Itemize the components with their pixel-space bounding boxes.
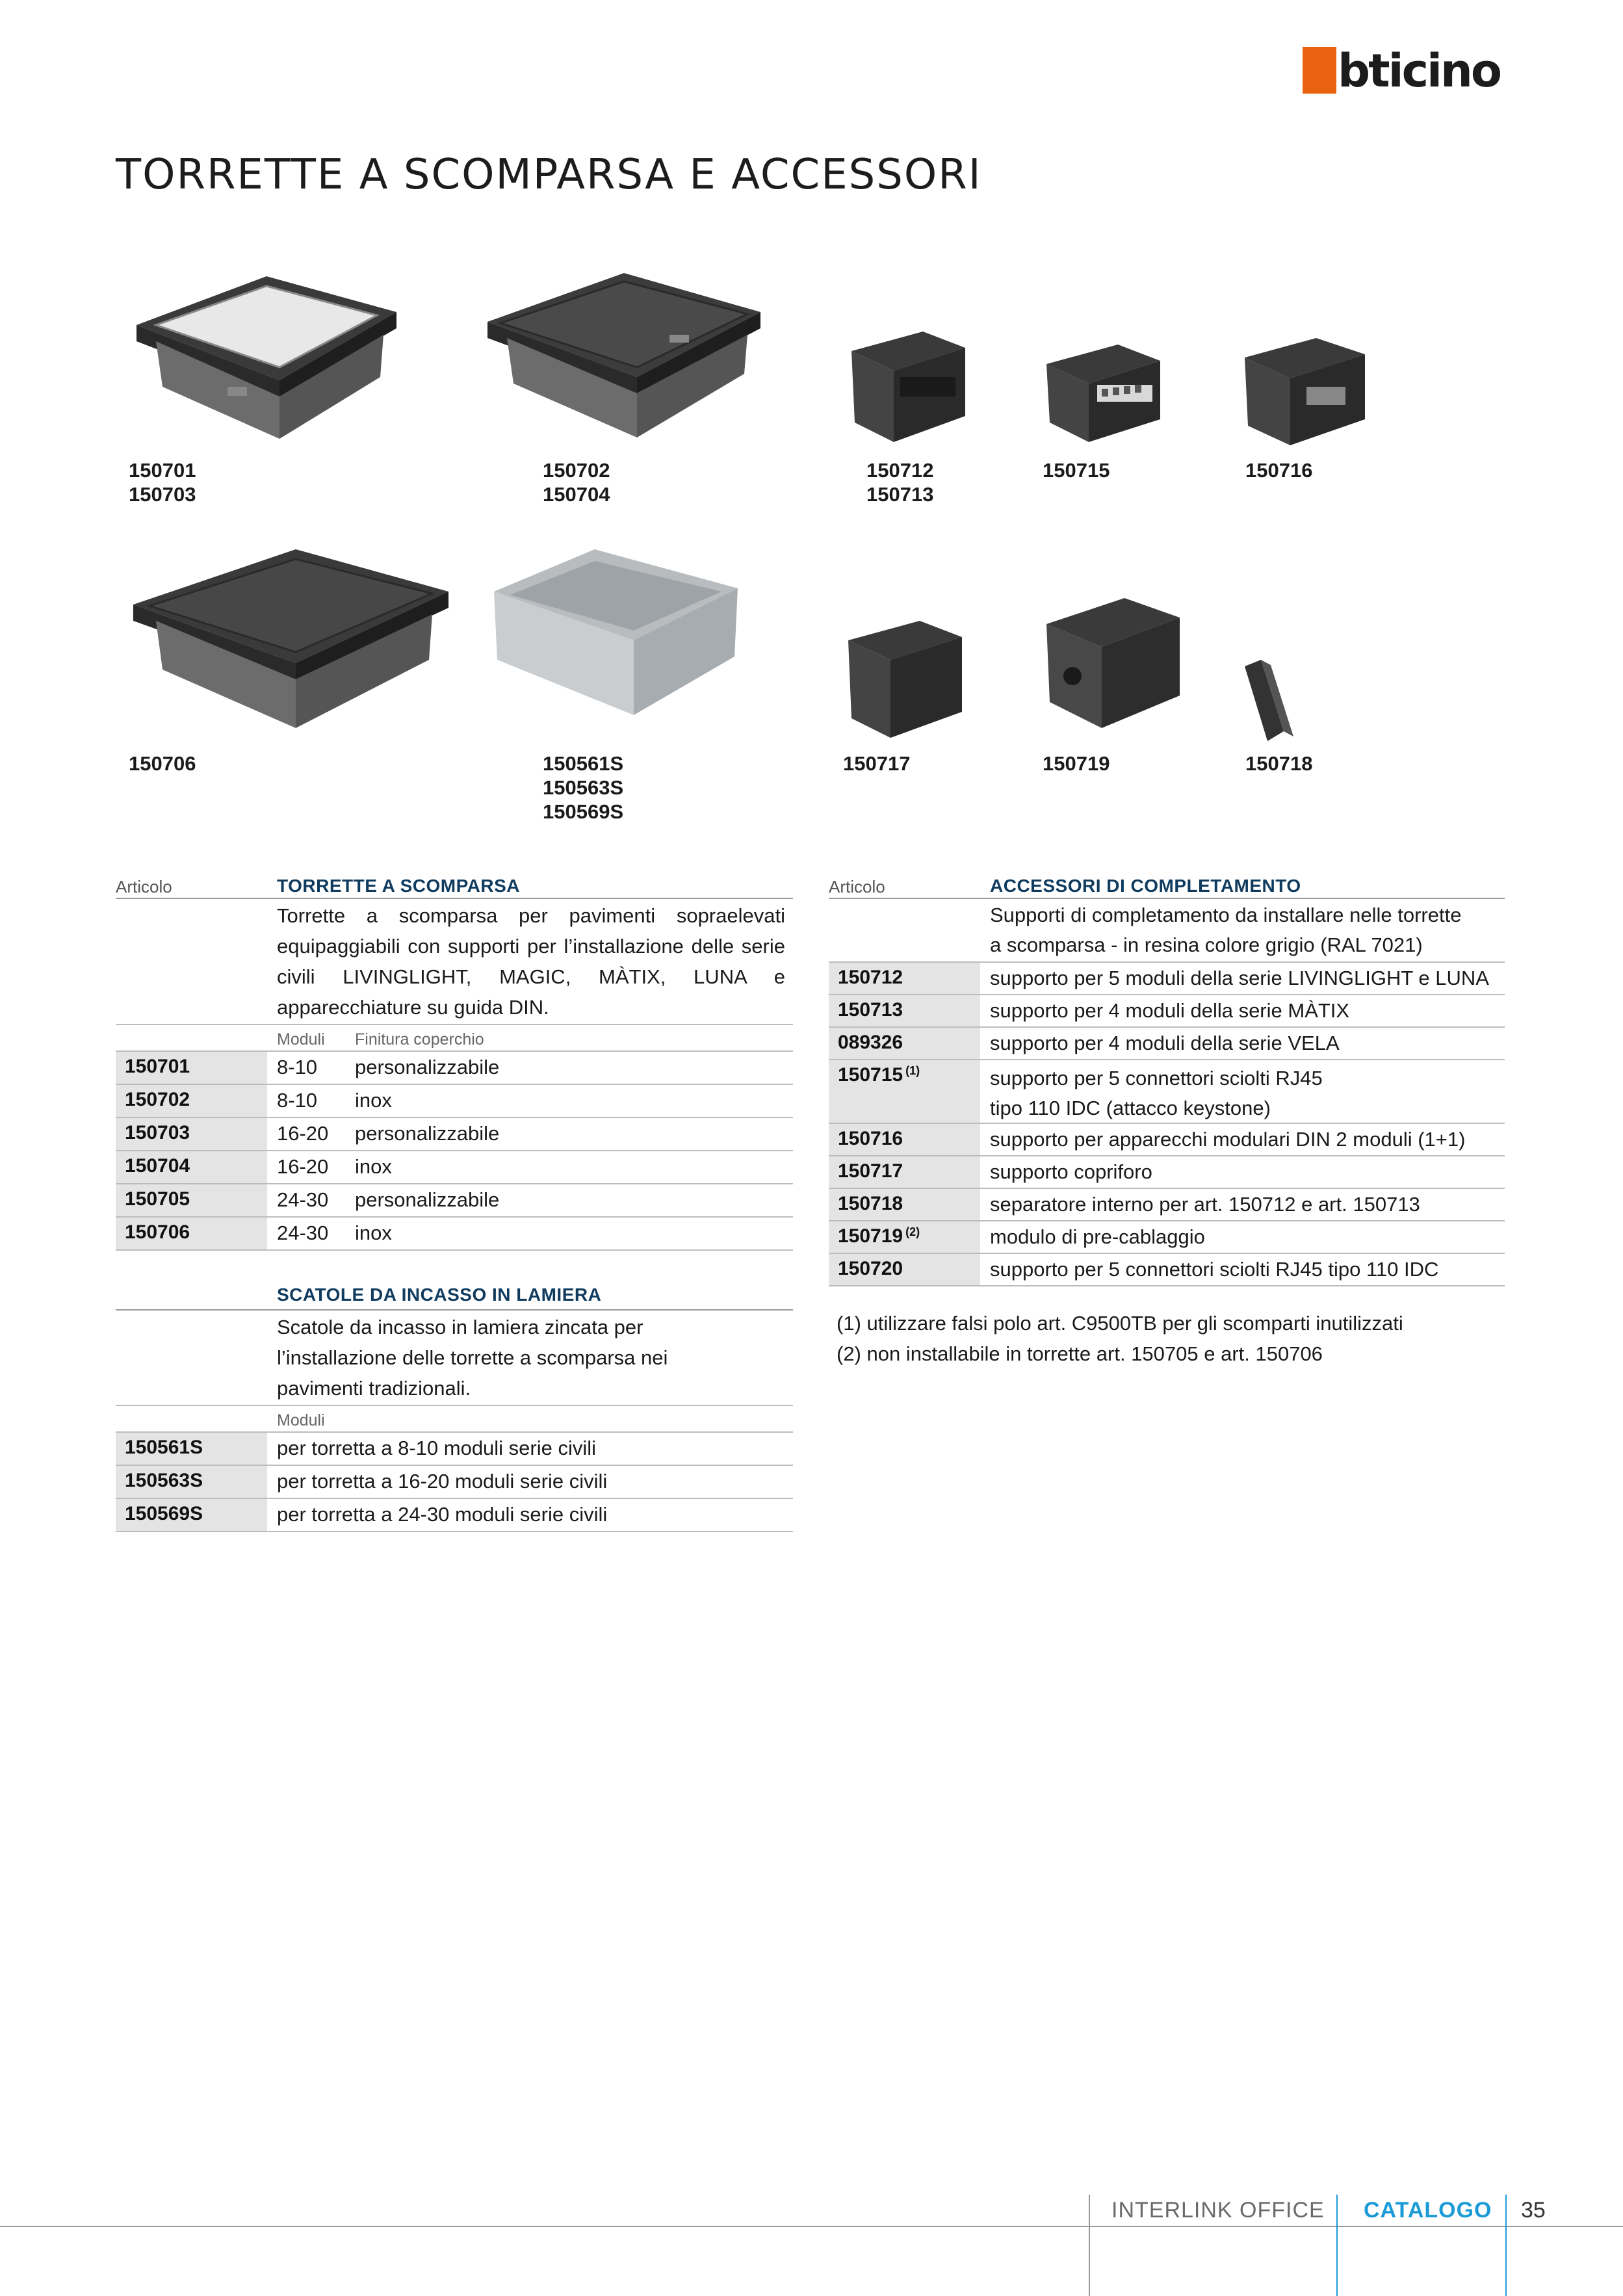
product-code: 150715 xyxy=(1043,459,1110,482)
article-code: 150569S xyxy=(116,1499,267,1531)
moduli-label: Moduli xyxy=(277,1411,325,1429)
description-cell: per torretta a 16-20 moduli serie civili xyxy=(277,1470,608,1493)
footer-divider-accent xyxy=(1336,2195,1338,2296)
table-row xyxy=(116,1218,793,1251)
description-text: Torrette a scomparsa per pavimenti sopraelevati equipaggiabili con supporti per l’installazione delle serie civili LIVINGLIGHT, MAGIC, MÀTIX, LUNA e apparecchiature su guida DIN. xyxy=(277,904,785,1019)
description-text xyxy=(990,899,1505,961)
section-description xyxy=(829,899,1505,963)
product-codes xyxy=(1245,458,1312,482)
product-codes xyxy=(129,458,196,506)
bticino-logo xyxy=(1303,44,1511,98)
article-code: 150701 xyxy=(116,1052,267,1084)
product-metal-box-image xyxy=(484,543,744,718)
description-cell: supporto per apparecchi modulari DIN 2 moduli (1+1) xyxy=(990,1128,1466,1151)
table-row xyxy=(829,1189,1505,1221)
article-code: 150563S xyxy=(116,1466,267,1498)
moduli-cell: 8-10 xyxy=(277,1056,318,1078)
description-cell: supporto per 5 connettori sciolti RJ45 tipo 110 IDC xyxy=(990,1258,1439,1281)
article-code: 150705 xyxy=(116,1184,267,1216)
table-header xyxy=(116,873,793,899)
footer-section: INTERLINK OFFICE xyxy=(1111,2198,1325,2223)
finitura-label: Finitura coperchio xyxy=(355,1030,484,1049)
product-code: 150706 xyxy=(129,752,196,775)
article-code: 150706 xyxy=(116,1218,267,1249)
footnote: (2) non installabile in torrette art. 150705 e art. 150706 xyxy=(837,1342,1323,1365)
footer-catalog: CATALOGO xyxy=(1364,2198,1492,2223)
product-code: 150569S xyxy=(543,800,624,823)
moduli-cell: 24-30 xyxy=(277,1188,329,1211)
finitura-cell: inox xyxy=(355,1089,392,1112)
product-codes xyxy=(1043,458,1110,482)
section-title: TORRETTE A SCOMPARSA xyxy=(277,876,521,896)
article-code xyxy=(829,1156,980,1188)
product-codes xyxy=(543,751,623,824)
section-title: ACCESSORI DI COMPLETAMENTO xyxy=(990,876,1301,896)
finitura-cell: personalizzabile xyxy=(355,1056,500,1078)
logo-text: bticino xyxy=(1338,44,1500,98)
code-text: 150712 xyxy=(838,967,903,988)
table-row xyxy=(829,1156,1505,1189)
article-code: 150703 xyxy=(116,1118,267,1150)
code-text: 150713 xyxy=(838,999,903,1021)
product-codes xyxy=(866,458,933,506)
table-row xyxy=(116,1433,793,1466)
table-row xyxy=(829,1254,1505,1286)
product-150702-image xyxy=(481,263,767,445)
product-code: 150717 xyxy=(843,752,911,775)
product-code: 150561S xyxy=(543,752,624,775)
article-code xyxy=(829,1124,980,1155)
product-code: 150716 xyxy=(1245,459,1313,482)
article-code xyxy=(829,1221,980,1253)
table-row xyxy=(829,1060,1505,1124)
product-code: 150719 xyxy=(1043,752,1110,775)
product-150701-image xyxy=(130,263,403,445)
moduli-cell: 8-10 xyxy=(277,1089,318,1112)
code-text: 150715 xyxy=(838,1064,903,1086)
description-cell: supporto per 5 moduli della serie LIVINGLIGHT e LUNA xyxy=(990,967,1489,989)
table-row xyxy=(116,1118,793,1151)
footnotes xyxy=(837,1308,1403,1369)
section-title: SCATOLE DA INCASSO IN LAMIERA xyxy=(277,1285,602,1305)
table-row xyxy=(116,1052,793,1085)
table-row xyxy=(116,1184,793,1218)
product-code: 150701 xyxy=(129,459,196,482)
page-number: 35 xyxy=(1521,2198,1546,2223)
finitura-cell: personalizzabile xyxy=(355,1188,500,1211)
product-codes xyxy=(1245,751,1312,776)
table-row xyxy=(116,1499,793,1532)
table-row xyxy=(116,1085,793,1118)
product-code: 150702 xyxy=(543,459,610,482)
code-text: 150716 xyxy=(838,1128,903,1149)
article-code xyxy=(829,1254,980,1285)
finitura-cell: inox xyxy=(355,1221,392,1244)
code-text: 150719 xyxy=(838,1225,903,1247)
table-row xyxy=(829,1124,1505,1156)
sub-header xyxy=(116,1406,793,1433)
description-cell: supporto copriforo xyxy=(990,1160,1152,1183)
description-line: a scomparsa - in resina colore grigio (RAL 7021) xyxy=(990,933,1423,956)
table-row xyxy=(829,1221,1505,1254)
section-header xyxy=(116,1251,793,1311)
description-line: supporto per 5 connettori sciolti RJ45 xyxy=(990,1067,1323,1089)
product-code: 150712 xyxy=(866,459,934,482)
table-row xyxy=(829,995,1505,1028)
product-150712-image xyxy=(845,325,975,449)
moduli-cell: 16-20 xyxy=(277,1122,329,1145)
table-row xyxy=(829,1028,1505,1060)
articolo-label: Articolo xyxy=(116,877,172,896)
article-code xyxy=(829,1028,980,1059)
article-code xyxy=(829,1060,980,1123)
description-line: Supporti di completamento da installare nelle torrette xyxy=(990,904,1462,926)
product-codes xyxy=(129,751,196,776)
torrette-table xyxy=(116,873,793,1532)
product-code: 150703 xyxy=(129,483,196,506)
product-150706-image xyxy=(127,543,452,738)
logo-mark xyxy=(1303,47,1336,94)
table-row xyxy=(116,1466,793,1499)
product-codes xyxy=(1043,751,1110,776)
description-text: Scatole da incasso in lamiera zincata per l’installazione delle torrette a scomparsa nei pavimenti tradizionali. xyxy=(277,1316,668,1400)
article-code xyxy=(829,963,980,994)
product-codes xyxy=(843,751,910,776)
table-row xyxy=(829,963,1505,995)
product-code: 150718 xyxy=(1245,752,1313,775)
article-code xyxy=(829,1189,980,1220)
table-row xyxy=(116,1151,793,1184)
code-text: 150720 xyxy=(838,1258,903,1279)
table-header xyxy=(829,873,1505,899)
accessori-table xyxy=(829,873,1505,1286)
description-cell: per torretta a 8-10 moduli serie civili xyxy=(277,1437,597,1459)
product-150717-image xyxy=(842,614,972,744)
product-code: 150704 xyxy=(543,483,610,506)
footer-divider-accent xyxy=(1505,2195,1507,2296)
footnote-marker: (1) xyxy=(905,1064,920,1077)
page-title: TORRETTE A SCOMPARSA E ACCESSORI xyxy=(116,151,982,199)
section-description xyxy=(116,1311,793,1406)
moduli-cell: 16-20 xyxy=(277,1155,329,1178)
product-150715-image xyxy=(1040,338,1170,449)
footer-rule xyxy=(0,2226,1623,2227)
article-code: 150704 xyxy=(116,1151,267,1183)
code-text: 150718 xyxy=(838,1193,903,1214)
product-code: 150563S xyxy=(543,776,624,799)
description-cell xyxy=(990,1063,1323,1123)
moduli-cell: 24-30 xyxy=(277,1221,329,1244)
moduli-label: Moduli xyxy=(277,1030,325,1049)
article-code: 150561S xyxy=(116,1433,267,1465)
articolo-label: Articolo xyxy=(829,877,885,896)
article-code xyxy=(829,995,980,1026)
footnote-marker: (2) xyxy=(905,1225,920,1238)
code-text: 089326 xyxy=(838,1032,903,1053)
finitura-cell: inox xyxy=(355,1155,392,1178)
section-description xyxy=(116,899,793,1025)
description-cell: supporto per 4 moduli della serie VELA xyxy=(990,1032,1340,1054)
footer-divider xyxy=(1089,2195,1090,2296)
finitura-cell: personalizzabile xyxy=(355,1122,500,1145)
product-150719-image xyxy=(1040,592,1189,735)
article-code: 150702 xyxy=(116,1085,267,1117)
product-150718-image xyxy=(1238,660,1303,744)
description-cell: separatore interno per art. 150712 e art. 150713 xyxy=(990,1193,1420,1216)
product-code: 150713 xyxy=(866,483,934,506)
description-line: tipo 110 IDC (attacco keystone) xyxy=(990,1097,1271,1119)
description-cell: supporto per 4 moduli della serie MÀTIX xyxy=(990,999,1350,1022)
sub-header xyxy=(116,1025,793,1052)
code-text: 150717 xyxy=(838,1160,903,1182)
description-cell: per torretta a 24-30 moduli serie civili xyxy=(277,1503,608,1526)
product-150716-image xyxy=(1238,332,1375,449)
description-cell: modulo di pre-cablaggio xyxy=(990,1225,1205,1248)
footnote: (1) utilizzare falsi polo art. C9500TB per gli scomparti inutilizzati xyxy=(837,1312,1403,1335)
product-codes xyxy=(543,458,610,506)
